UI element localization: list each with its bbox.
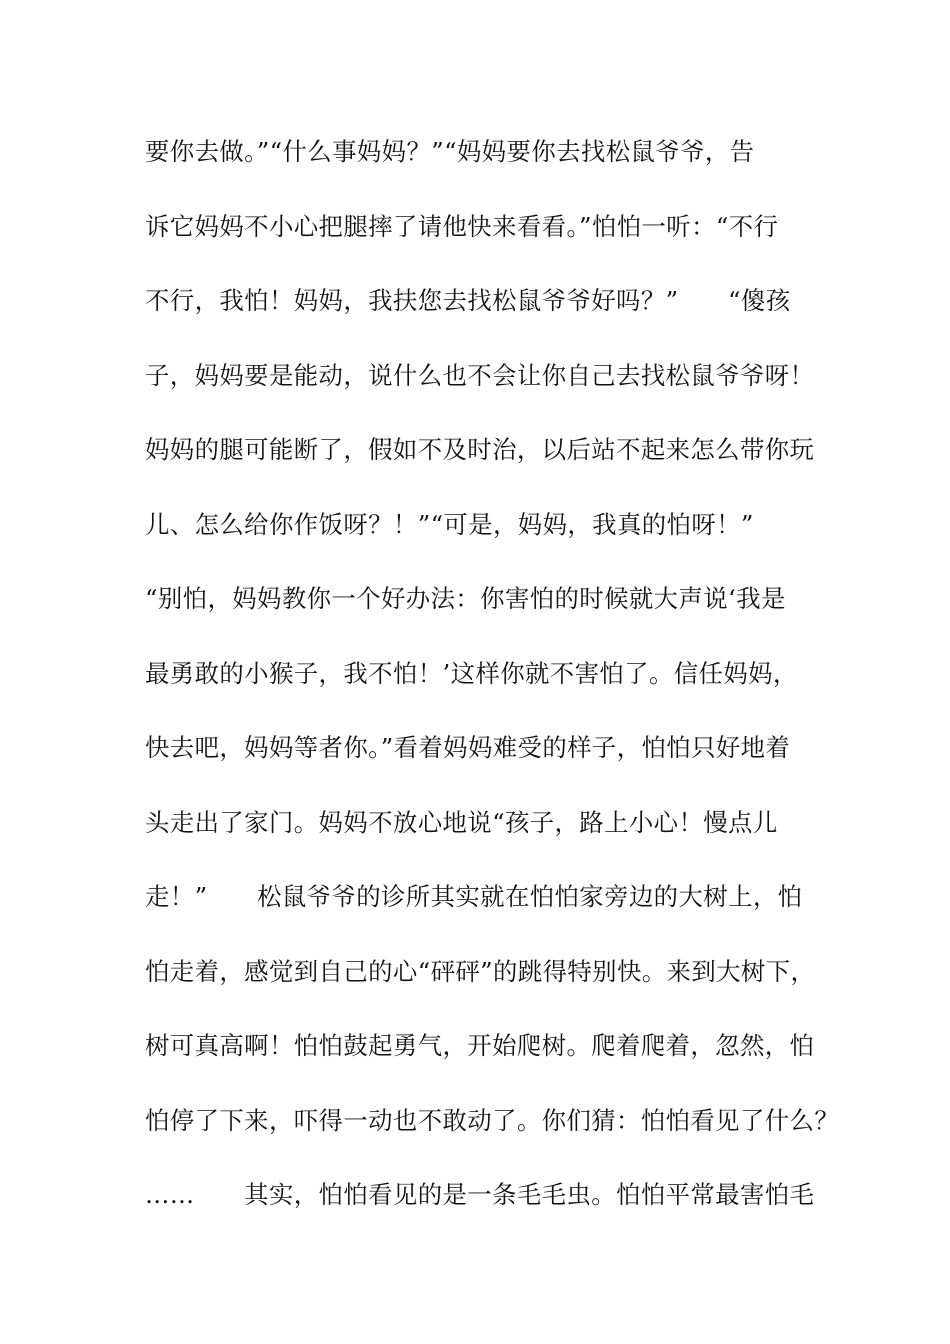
text-line: 子，妈妈要是能动，说什么也不会让你自己去找松鼠爷爷呀！: [145, 360, 815, 390]
text-line: 怕走着，感觉到自己的心“砰砰”的跳得特别快。来到大树下，: [145, 956, 816, 986]
text-line: 要你去做。”“什么事妈妈？”“妈妈要你去找松鼠爷爷，告: [145, 137, 755, 166]
text-line: 快去吧，妈妈等者你。”看着妈妈难受的样子，怕怕只好地着: [145, 733, 791, 762]
text-line: 树可真高啊！怕怕鼓起勇气，开始爬树。爬着爬着，忽然，怕: [145, 1031, 815, 1060]
text-line: 诉它妈妈不小心把腿摔了请他快来看看。”怕怕一听：“不行: [145, 211, 779, 241]
text-line: 最勇敢的小猴子，我不怕！’这样你就不害怕了。信任妈妈，: [145, 658, 798, 688]
text-line: …… 其实，怕怕看见的是一条毛毛虫。怕怕平常最害怕毛: [145, 1180, 815, 1209]
text-line: 头走出了家门。妈妈不放心地说“孩子，路上小心！慢点儿: [145, 807, 778, 837]
text-line: “别怕，妈妈教你一个好办法：你害怕的时候就大声说‘我是: [145, 584, 786, 613]
text-line: 不行，我怕！妈妈，我扶您去找松鼠爷爷好吗？” “傻孩: [145, 286, 791, 315]
text-line: 走！” 松鼠爷爷的诊所其实就在怕怕家旁边的大树上，怕: [145, 882, 803, 911]
text-line: 妈妈的腿可能断了，假如不及时治，以后站不起来怎么带你玩: [145, 435, 815, 464]
story-text: [145, 132, 840, 1250]
text-line: 儿、怎么给你作饭呀？！”“可是，妈妈，我真的怕呀！”: [145, 509, 754, 539]
text-line: 怕停了下来，吓得一动也不敢动了。你们猜：怕怕看见了什么？: [145, 1105, 840, 1135]
